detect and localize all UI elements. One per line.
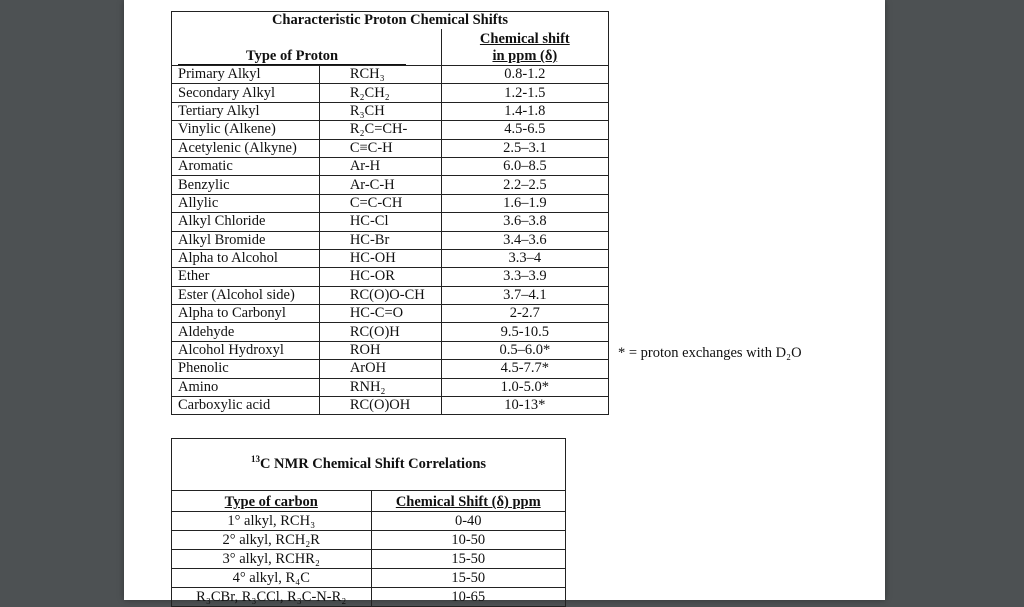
proton-shift-cell: 10-13*	[441, 397, 608, 415]
proton-formula-cell: RC(O)OH	[319, 397, 441, 415]
proton-type-cell: Carboxylic acid	[172, 397, 320, 415]
proton-shift-cell: 9.5-10.5	[441, 323, 608, 341]
proton-type-cell: Aromatic	[172, 157, 320, 175]
proton-type-cell: Benzylic	[172, 176, 320, 194]
proton-shift-cell: 3.4–3.6	[441, 231, 608, 249]
carbon-table-row	[172, 588, 566, 607]
proton-type-cell: Amino	[172, 378, 320, 396]
carbon-table-row	[172, 531, 566, 550]
proton-type-cell: Alkyl Chloride	[172, 213, 320, 231]
carbon-shift-cell: 15-50	[371, 550, 566, 569]
proton-table-row	[172, 66, 609, 84]
proton-table-row	[172, 84, 609, 102]
proton-formula-cell: HC-OR	[319, 268, 441, 286]
proton-table-row	[172, 397, 609, 415]
proton-formula-cell: R₂C=CH-	[319, 121, 441, 139]
proton-table-row	[172, 102, 609, 120]
proton-formula-cell: C≡C-H	[319, 139, 441, 157]
type-of-proton-header: Type of Proton	[172, 29, 442, 66]
proton-table-row	[172, 323, 609, 341]
carbon-shift-table	[171, 438, 566, 607]
proton-shift-cell: 1.0-5.0*	[441, 378, 608, 396]
proton-shift-cell: 3.7–4.1	[441, 286, 608, 304]
proton-formula-cell: R₃CH	[319, 102, 441, 120]
proton-formula-cell: Ar-H	[319, 157, 441, 175]
proton-type-cell: Aldehyde	[172, 323, 320, 341]
carbon-shift-cell: 10-65	[371, 588, 566, 607]
carbon-shift-header: Chemical Shift (δ) ppm	[371, 491, 566, 512]
proton-table-row	[172, 249, 609, 267]
proton-table-row	[172, 341, 609, 359]
proton-table-row	[172, 213, 609, 231]
proton-shift-cell: 2-2.7	[441, 305, 608, 323]
proton-table-row	[172, 139, 609, 157]
proton-formula-cell: R₂CH₂	[319, 84, 441, 102]
carbon-table-title: $^{13}$C NMR Chemical Shift Correlations	[172, 439, 566, 491]
proton-table-row	[172, 378, 609, 396]
proton-table-row	[172, 360, 609, 378]
footnote: * = proton exchanges with D₂O	[618, 345, 802, 361]
proton-type-cell: Vinylic (Alkene)	[172, 121, 320, 139]
carbon-table-row	[172, 550, 566, 569]
proton-type-cell: Phenolic	[172, 360, 320, 378]
proton-type-cell: Tertiary Alkyl	[172, 102, 320, 120]
proton-formula-cell: RC(O)O-CH	[319, 286, 441, 304]
type-of-carbon-header: Type of carbon	[172, 491, 372, 512]
proton-shift-cell: 1.4-1.8	[441, 102, 608, 120]
proton-formula-cell: HC-C=O	[319, 305, 441, 323]
proton-formula-cell: RC(O)H	[319, 323, 441, 341]
proton-shift-cell: 3.3–3.9	[441, 268, 608, 286]
carbon-type-cell: 1° alkyl, RCH₃	[172, 512, 372, 531]
proton-table-row	[172, 157, 609, 175]
proton-type-cell: Primary Alkyl	[172, 66, 320, 84]
document-page	[124, 0, 885, 605]
proton-table-row	[172, 121, 609, 139]
proton-formula-cell: ROH	[319, 341, 441, 359]
proton-formula-cell: HC-Cl	[319, 213, 441, 231]
proton-table-row	[172, 176, 609, 194]
proton-formula-cell: RNH₂	[319, 378, 441, 396]
proton-formula-cell: RCH₃	[319, 66, 441, 84]
proton-type-cell: Alcohol Hydroxyl	[172, 341, 320, 359]
carbon-type-cell: 3° alkyl, RCHR₂	[172, 550, 372, 569]
carbon-shift-cell: 10-50	[371, 531, 566, 550]
carbon-table-row	[172, 512, 566, 531]
proton-type-cell: Secondary Alkyl	[172, 84, 320, 102]
proton-formula-cell: Ar-C-H	[319, 176, 441, 194]
proton-type-cell: Acetylenic (Alkyne)	[172, 139, 320, 157]
proton-type-cell: Alpha to Carbonyl	[172, 305, 320, 323]
carbon-type-cell: R₃CBr, R₃CCl, R₃C-N-R₂	[172, 588, 372, 607]
proton-shift-cell: 0.8-1.2	[441, 66, 608, 84]
proton-table-row	[172, 231, 609, 249]
proton-shift-cell: 0.5–6.0*	[441, 341, 608, 359]
proton-shift-cell: 3.6–3.8	[441, 213, 608, 231]
proton-type-cell: Ester (Alcohol side)	[172, 286, 320, 304]
proton-shift-cell: 4.5-7.7*	[441, 360, 608, 378]
carbon-shift-cell: 0-40	[371, 512, 566, 531]
proton-formula-cell: ArOH	[319, 360, 441, 378]
proton-shift-table	[171, 11, 609, 415]
proton-shift-cell: 4.5-6.5	[441, 121, 608, 139]
proton-formula-cell: HC-Br	[319, 231, 441, 249]
chemical-shift-header: Chemical shift in ppm (δ)	[441, 29, 608, 66]
proton-shift-cell: 6.0–8.5	[441, 157, 608, 175]
proton-table-row	[172, 305, 609, 323]
proton-type-cell: Alpha to Alcohol	[172, 249, 320, 267]
proton-shift-cell: 2.2–2.5	[441, 176, 608, 194]
carbon-table-row	[172, 569, 566, 588]
proton-table-title: Characteristic Proton Chemical Shifts	[172, 12, 609, 30]
proton-formula-cell: C=C-CH	[319, 194, 441, 212]
carbon-type-cell: 4° alkyl, R₄C	[172, 569, 372, 588]
proton-shift-cell: 3.3–4	[441, 249, 608, 267]
proton-type-cell: Allylic	[172, 194, 320, 212]
proton-table-row	[172, 194, 609, 212]
proton-type-cell: Alkyl Bromide	[172, 231, 320, 249]
proton-table-row	[172, 286, 609, 304]
carbon-shift-cell: 15-50	[371, 569, 566, 588]
proton-shift-cell: 1.2-1.5	[441, 84, 608, 102]
proton-table-row	[172, 268, 609, 286]
proton-shift-cell: 1.6–1.9	[441, 194, 608, 212]
proton-shift-cell: 2.5–3.1	[441, 139, 608, 157]
carbon-type-cell: 2° alkyl, RCH₂R	[172, 531, 372, 550]
proton-type-cell: Ether	[172, 268, 320, 286]
proton-formula-cell: HC-OH	[319, 249, 441, 267]
